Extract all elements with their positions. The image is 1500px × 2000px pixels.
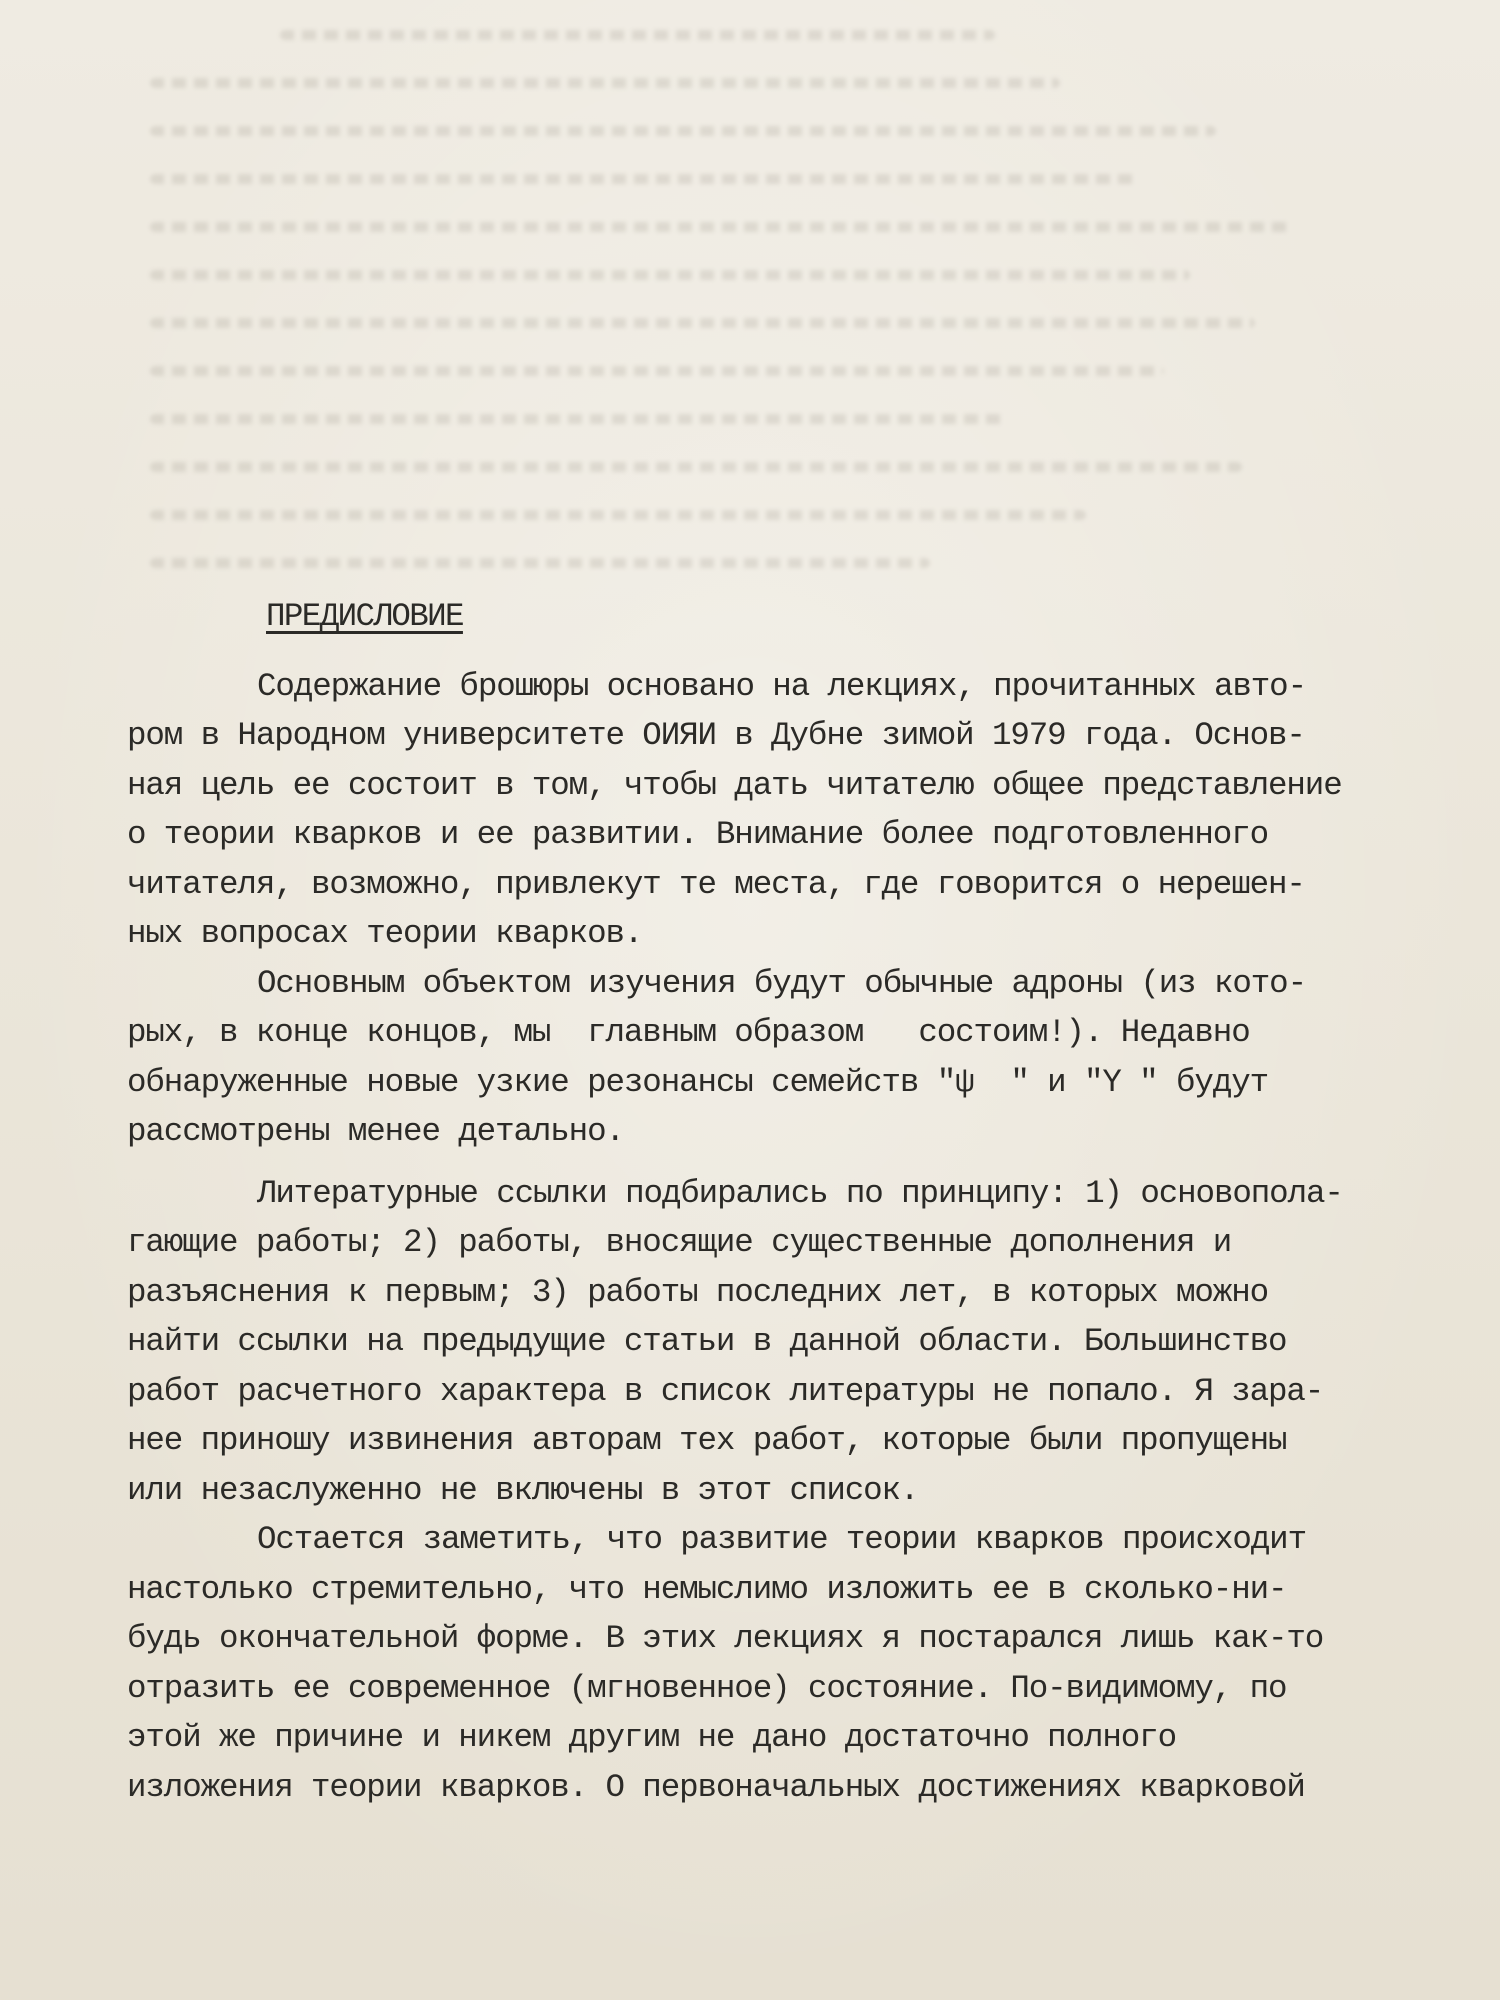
text-line: найти ссылки на предыдущие статьи в данной области. Большинство bbox=[127, 1323, 1287, 1360]
paragraph-2 bbox=[127, 959, 1487, 1157]
text-line: рых, в конце концов, мы главным образом состоим!). Недавно bbox=[127, 1014, 1250, 1051]
text-line: обнаруженные новые узкие резонансы семейств "ψ " и "Υ " будут bbox=[127, 1063, 1268, 1101]
text-line: читателя, возможно, привлекут те места, где говорится о нерешен- bbox=[127, 865, 1305, 903]
text-line: ная цель ее состоит в том, чтобы дать читателю общее представление bbox=[127, 766, 1342, 804]
paragraph-4 bbox=[127, 1515, 1487, 1812]
text-line: гающие работы; 2) работы, вносящие существенные дополнения и bbox=[127, 1224, 1232, 1261]
text-line: работ расчетного характера в список литературы не попало. Я зара- bbox=[127, 1372, 1324, 1410]
text-line: настолько стремительно, что немыслимо изложить ее в сколько-ни- bbox=[127, 1570, 1287, 1608]
text-line: о теории кварков и ее развитии. Внимание более подготовленного bbox=[127, 816, 1268, 853]
text-line: нее приношу извинения авторам тех работ, которые были пропущены bbox=[127, 1422, 1287, 1459]
text-line: рассмотрены менее детально. bbox=[127, 1113, 624, 1150]
text-line: отразить ее современное (мгновенное) состояние. По-видимому, по bbox=[127, 1669, 1287, 1707]
text-line: или незаслуженно не включены в этот список. bbox=[127, 1471, 919, 1509]
text-line: этой же причине и никем другим не дано достаточно полного bbox=[127, 1719, 1176, 1756]
text-line: ром в Народном университете ОИЯИ в Дубне зимой 1979 года. Основ- bbox=[127, 717, 1305, 754]
text-line: Остается заметить, что развитие теории кварков происходит bbox=[257, 1521, 1306, 1558]
page-text bbox=[127, 592, 1487, 1812]
text-line: разъяснения к первым; 3) работы последних лет, в которых можно bbox=[127, 1273, 1268, 1311]
text-line: изложения теории кварков. О первоначальных достижениях кварковой bbox=[127, 1768, 1305, 1806]
page-heading: ПРЕДИСЛОВИЕ bbox=[266, 598, 463, 635]
text-line: Содержание брошюры основано на лекциях, прочитанных авто- bbox=[257, 667, 1306, 705]
text-line: будь окончательной форме. В этих лекциях я постарался лишь как-то bbox=[127, 1620, 1324, 1657]
paragraph-3 bbox=[127, 1169, 1487, 1516]
text-line: ных вопросах теории кварков. bbox=[127, 915, 643, 952]
text-line: Основным объектом изучения будут обычные адроны (из кото- bbox=[257, 964, 1306, 1002]
text-line: Литературные ссылки подбирались по принципу: 1) основопола- bbox=[257, 1174, 1343, 1212]
show-through-text bbox=[150, 30, 1450, 650]
paragraph-1 bbox=[127, 662, 1487, 959]
